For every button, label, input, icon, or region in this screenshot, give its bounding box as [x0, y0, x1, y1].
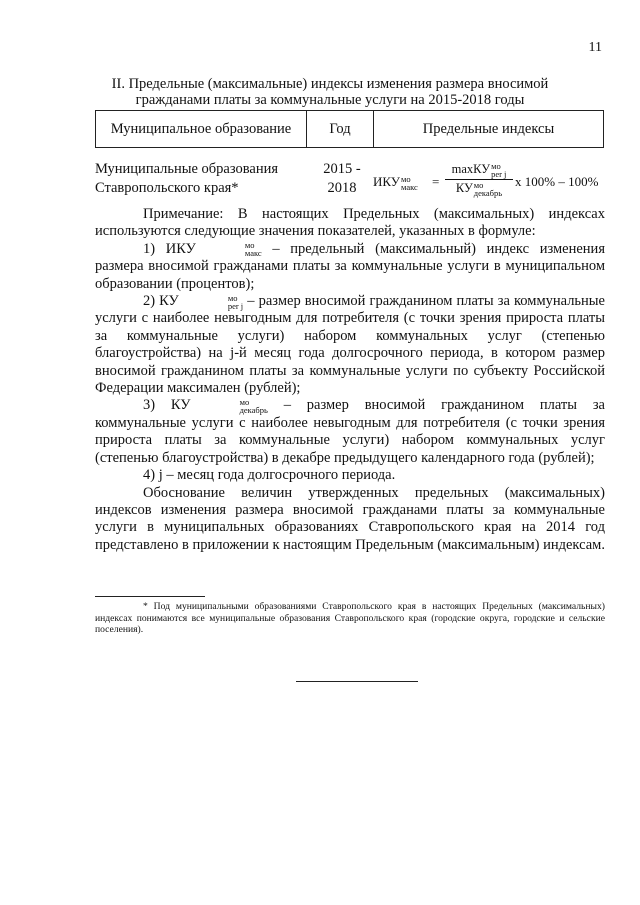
end-line — [296, 681, 418, 682]
header-year: Год — [307, 111, 374, 148]
footnote-separator — [95, 596, 205, 597]
formula-denominator: КУ мо декабрь — [455, 180, 503, 199]
note-body — [95, 206, 605, 554]
note-intro: Примечание: В настоящих Предельных (максимальных) индексах используются следующие значения показателей, указанных в формуле: — [95, 206, 605, 240]
formula-lhs: ИКУ мо макс — [373, 174, 418, 193]
year-line1: 2015 - — [323, 161, 361, 177]
formula-equals: = — [432, 174, 440, 189]
formula-numerator: maxКУ мо per j — [451, 161, 507, 180]
note-item-4: 4) j – месяц года долгосрочного периода. — [143, 467, 396, 484]
footnote-text: * Под муниципальными образованиями Ставропольского края в настоящих Предельных (максимальных) индексах понимаются все муниципальные образования Ставропольского края (городские округа, городские и сельские поселения). — [95, 601, 605, 635]
page-number: 11 — [588, 40, 602, 55]
formula-fraction — [445, 160, 513, 197]
municipal-cell — [95, 160, 310, 198]
year-cell — [317, 160, 367, 198]
footnote — [95, 601, 605, 636]
formula — [373, 160, 618, 200]
section-title-line2: гражданами платы за коммунальные услуги на 2015-2018 годы — [135, 92, 525, 108]
note-item-1: 1) ИКУ мо макс – предельный (максимальный) индекс изменения размера вносимой гражданами платы за коммунальные услуги в муниципальном образовании (процентов); — [95, 240, 605, 292]
section-title-line1: II. Предельные (максимальные) индексы изменения размера вносимой — [111, 76, 549, 92]
header-indices: Предельные индексы — [374, 111, 604, 148]
formula-tail: x 100% – 100% — [515, 174, 599, 189]
note-item-2: 2) КУ мо per j – размер вносимой гражданином платы за коммунальные услуги с наиболее невыгодным для потребителя (с точки зрения прироста платы за коммунальные услуги) набором коммунальных услуг (степенью благоустройства) на j-й месяц года долгосрочного периода, в котором размер вносимой гражданином платы за коммунальные услуги по субъекту Российской Федерации максимален (рублей); — [95, 292, 605, 397]
note-justification: Обоснование величин утвержденных предельных (максимальных) индексов изменения размера вносимой гражданами платы за коммунальные услуги в муниципальных образованиях Ставропольского края на 2014 год представлено в приложении к настоящим Предельным (максимальным) индексам. — [95, 484, 605, 553]
header-table — [95, 110, 604, 148]
section-title — [100, 76, 560, 108]
municipal-line2: Ставропольского края* — [95, 180, 239, 196]
municipal-line1: Муниципальные образования — [95, 161, 279, 177]
note-item-3: 3) КУ мо декабрь – размер вносимой гражданином платы за коммунальные услуги с наиболее невыгодным для потребителя (с точки зрения прироста платы за коммунальные услуги) набором коммунальных услуг (степенью благоустройства) в декабре предыдущего календарного года (рублей); — [95, 397, 605, 466]
year-line2: 2018 — [327, 180, 357, 196]
header-municipal: Муниципальное образование — [96, 111, 307, 148]
